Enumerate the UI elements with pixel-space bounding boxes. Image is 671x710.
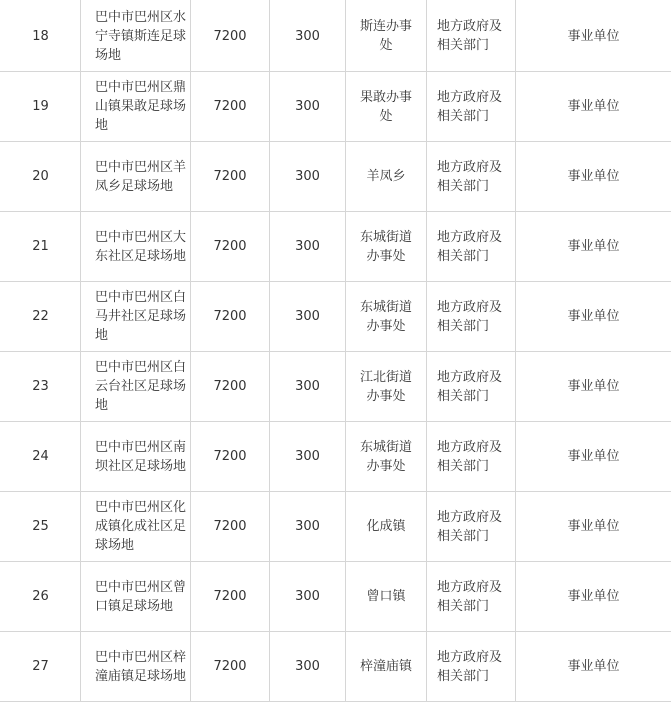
field-fee: 300 — [270, 212, 346, 282]
row-number: 22 — [1, 282, 81, 352]
field-unit-type: 事业单位 — [516, 562, 671, 632]
field-location: 江北街道办事处 — [346, 352, 427, 422]
field-unit-type: 事业单位 — [516, 492, 671, 562]
field-department: 地方政府及相关部门 — [427, 562, 516, 632]
field-name: 巴中市巴州区大东社区足球场地 — [81, 212, 191, 282]
field-name: 巴中市巴州区南坝社区足球场地 — [81, 422, 191, 492]
field-name: 巴中市巴州区羊凤乡足球场地 — [81, 142, 191, 212]
field-name: 巴中市巴州区白马井社区足球场地 — [81, 282, 191, 352]
field-unit-type: 事业单位 — [516, 212, 671, 282]
field-department: 地方政府及相关部门 — [427, 282, 516, 352]
row-number: 27 — [1, 632, 81, 702]
field-name: 巴中市巴州区梓潼庙镇足球场地 — [81, 632, 191, 702]
field-area: 7200 — [191, 212, 270, 282]
row-number: 24 — [1, 422, 81, 492]
field-department: 地方政府及相关部门 — [427, 1, 516, 72]
row-number: 26 — [1, 562, 81, 632]
field-department: 地方政府及相关部门 — [427, 632, 516, 702]
field-department: 地方政府及相关部门 — [427, 142, 516, 212]
field-fee: 300 — [270, 632, 346, 702]
field-fee: 300 — [270, 72, 346, 142]
field-department: 地方政府及相关部门 — [427, 352, 516, 422]
field-fee: 300 — [270, 282, 346, 352]
field-area: 7200 — [191, 72, 270, 142]
field-unit-type: 事业单位 — [516, 422, 671, 492]
field-area: 7200 — [191, 562, 270, 632]
field-location: 东城街道办事处 — [346, 422, 427, 492]
field-department: 地方政府及相关部门 — [427, 212, 516, 282]
field-unit-type: 事业单位 — [516, 282, 671, 352]
table-row — [1, 142, 671, 212]
field-fee: 300 — [270, 352, 346, 422]
field-unit-type: 事业单位 — [516, 72, 671, 142]
field-name: 巴中市巴州区化成镇化成社区足球场地 — [81, 492, 191, 562]
row-number: 25 — [1, 492, 81, 562]
field-area: 7200 — [191, 1, 270, 72]
field-area: 7200 — [191, 632, 270, 702]
table-row — [1, 422, 671, 492]
field-location: 果敢办事处 — [346, 72, 427, 142]
field-location: 梓潼庙镇 — [346, 632, 427, 702]
field-location: 东城街道办事处 — [346, 212, 427, 282]
table-row — [1, 1, 671, 72]
field-area: 7200 — [191, 352, 270, 422]
field-fee: 300 — [270, 1, 346, 72]
field-name: 巴中市巴州区水宁寺镇斯连足球场地 — [81, 1, 191, 72]
field-unit-type: 事业单位 — [516, 352, 671, 422]
table-row — [1, 212, 671, 282]
field-location: 东城街道办事处 — [346, 282, 427, 352]
table-row — [1, 492, 671, 562]
table-row — [1, 352, 671, 422]
table-row — [1, 562, 671, 632]
row-number: 23 — [1, 352, 81, 422]
field-unit-type: 事业单位 — [516, 142, 671, 212]
field-department: 地方政府及相关部门 — [427, 422, 516, 492]
field-fee: 300 — [270, 562, 346, 632]
field-fee: 300 — [270, 142, 346, 212]
field-unit-type: 事业单位 — [516, 632, 671, 702]
field-name: 巴中市巴州区鼎山镇果敢足球场地 — [81, 72, 191, 142]
field-name: 巴中市巴州区白云台社区足球场地 — [81, 352, 191, 422]
field-location: 羊凤乡 — [346, 142, 427, 212]
field-fee: 300 — [270, 492, 346, 562]
field-department: 地方政府及相关部门 — [427, 72, 516, 142]
row-number: 21 — [1, 212, 81, 282]
field-location: 曾口镇 — [346, 562, 427, 632]
table-row — [1, 72, 671, 142]
field-area: 7200 — [191, 142, 270, 212]
field-fee: 300 — [270, 422, 346, 492]
field-area: 7200 — [191, 492, 270, 562]
field-location: 斯连办事处 — [346, 1, 427, 72]
row-number: 18 — [1, 1, 81, 72]
field-location: 化成镇 — [346, 492, 427, 562]
field-area: 7200 — [191, 422, 270, 492]
field-name: 巴中市巴州区曾口镇足球场地 — [81, 562, 191, 632]
field-unit-type: 事业单位 — [516, 1, 671, 72]
table-row — [1, 282, 671, 352]
table-row — [1, 632, 671, 702]
row-number: 19 — [1, 72, 81, 142]
field-area: 7200 — [191, 282, 270, 352]
field-department: 地方政府及相关部门 — [427, 492, 516, 562]
row-number: 20 — [1, 142, 81, 212]
